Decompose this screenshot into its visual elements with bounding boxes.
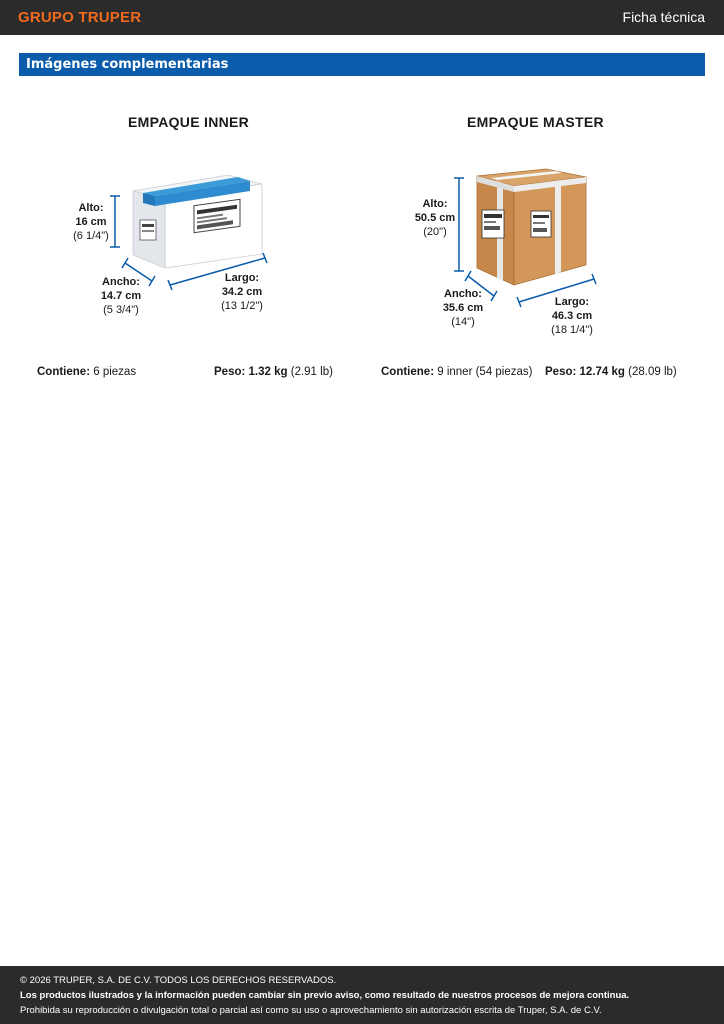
master-height-title: Alto: [422, 198, 448, 210]
master-length-label [542, 295, 602, 337]
inner-contents [37, 366, 136, 378]
footer [0, 966, 724, 1024]
master-contents-value: 9 inner (54 piezas) [437, 366, 533, 378]
inner-contents-value: 6 piezas [93, 366, 137, 378]
inner-width-value: 14.7 cm [100, 290, 142, 302]
master-box-illustration [477, 169, 586, 285]
inner-length-inches: (13 1/2") [221, 300, 263, 312]
master-width-inches: (14") [451, 316, 475, 328]
inner-contents-label: Contiene: [37, 366, 91, 378]
master-length-inches: (18 1/4") [551, 324, 593, 336]
master-package-title: EMPAQUE MASTER [467, 114, 604, 130]
master-height-value: 50.5 cm [414, 212, 456, 224]
inner-box-illustration [133, 175, 262, 268]
inner-length-label [212, 271, 272, 313]
master-weight-label: Peso: [545, 366, 577, 378]
inner-height-inches: (6 1/4") [73, 230, 109, 242]
inner-length-value: 34.2 cm [221, 286, 263, 298]
footer-disclaimer: Los productos ilustrados y la información pueden cambiar sin previo aviso, como resultado de nuestros procesos de mejora continua. [20, 990, 630, 1001]
master-length-title: Largo: [554, 296, 590, 308]
section-title: Imágenes complementarias [26, 57, 229, 72]
inner-width-inches: (5 3/4") [103, 304, 139, 316]
truper-logo: GRUPO TRUPER [18, 9, 142, 26]
master-height-inches: (20") [423, 226, 447, 238]
master-weight [545, 366, 677, 378]
master-width-title: Ancho: [444, 288, 482, 300]
inner-length-title: Largo: [224, 272, 260, 284]
master-width-label [433, 287, 493, 329]
inner-height-title: Alto: [78, 202, 104, 214]
master-weight-value: 12.74 kg [579, 366, 625, 378]
inner-width-title: Ancho: [102, 276, 140, 288]
master-width-value: 35.6 cm [442, 302, 484, 314]
inner-height-value: 16 cm [75, 216, 107, 228]
inner-width-label [91, 275, 151, 317]
master-contents [381, 366, 532, 378]
inner-weight [214, 366, 333, 378]
inner-weight-value: 1.32 kg [248, 366, 288, 378]
footer-copyright: © 2026 TRUPER, S.A. DE C.V. TODOS LOS DERECHOS RESERVADOS. [20, 975, 337, 986]
master-height-label [405, 197, 465, 239]
footer-legal: Prohibida su reproducción o divulgación total o parcial así como su uso o aprovechamiento sin autorización escrita de Truper, S.A. de C.V. [20, 1005, 602, 1016]
master-weight-lb: (28.09 lb) [628, 366, 677, 378]
inner-weight-label: Peso: [214, 366, 246, 378]
inner-weight-lb: (2.91 lb) [290, 366, 333, 378]
inner-height-label [62, 201, 120, 243]
master-contents-label: Contiene: [381, 366, 435, 378]
document-type-label: Ficha técnica [622, 9, 705, 25]
master-length-value: 46.3 cm [551, 310, 593, 322]
inner-package-title: EMPAQUE INNER [128, 114, 250, 130]
